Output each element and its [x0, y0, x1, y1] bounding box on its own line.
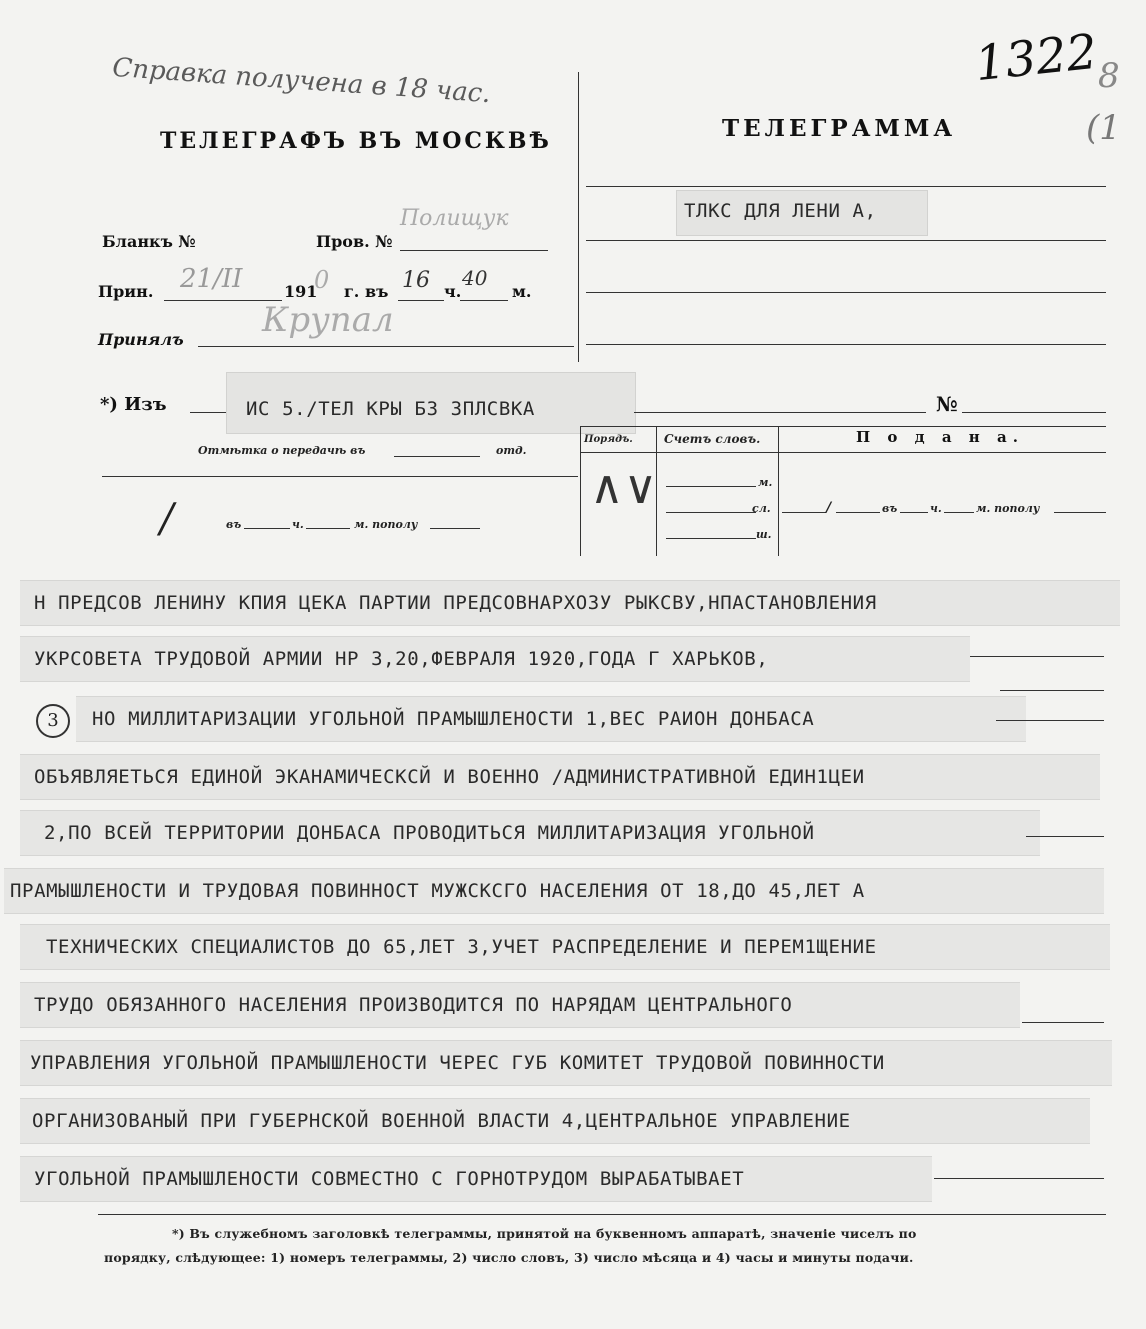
podana-line	[900, 512, 928, 513]
body-line	[20, 580, 1120, 626]
iz-label: *) Изъ	[100, 394, 167, 415]
body-line-text: ОБЪЯВЛЯЕТЬСЯ ЕДИНОЙ ЭКАНАМИЧЕСКСЙ И ВОЕННО /АДМИНИСТРАТИВНОЙ ЕДИН1ЦЕИ	[34, 766, 865, 788]
poryad-label: Порядъ.	[584, 434, 633, 445]
count-line	[666, 538, 756, 539]
side-mark: 8	[1098, 56, 1120, 96]
body-rule	[1000, 690, 1104, 691]
body-rule	[1026, 836, 1104, 837]
vo2-label: въ	[882, 502, 898, 515]
table-col-divider	[778, 426, 779, 556]
body-rule	[970, 656, 1104, 657]
prov-line	[400, 250, 548, 251]
vo-line	[244, 528, 290, 529]
m-label: м.	[512, 282, 532, 301]
podana-slash: /	[826, 500, 832, 516]
left-header-title: ТЕЛЕГРАФЪ ВЪ МОСКВѢ	[160, 128, 552, 154]
count-line	[666, 486, 756, 487]
otmetka-line	[394, 456, 480, 457]
g-label: г. въ	[344, 282, 389, 301]
m-popolu-label: м. пополу	[354, 518, 418, 531]
count-label-2: сл.	[752, 502, 771, 515]
circled-number: 3	[36, 704, 70, 738]
body-line	[20, 636, 1120, 682]
side-paren: (1	[1086, 108, 1121, 148]
min-line	[460, 300, 508, 301]
prov-label: Пров. №	[316, 232, 393, 251]
body-line-text: Н ПРЕДСОВ ЛЕНИНУ КПИЯ ЦЕКА ПАРТИИ ПРЕДСОВНАРХОЗУ РЫКСВУ,НПАСТАНОВЛЕНИЯ	[34, 592, 877, 614]
body-line-text: УКРСОВЕТА ТРУДОВОЙ АРМИИ НР 3,20,ФЕВРАЛЯ 1920,ГОДА Г ХАРЬКОВ,	[34, 648, 769, 670]
otmetka-label: Отмѣтка о передачѣ въ	[198, 444, 366, 457]
year-label: 191	[284, 282, 318, 301]
body-line-text: 2,ПО ВСЕЙ ТЕРРИТОРИИ ДОНБАСА ПРОВОДИТЬСЯ МИЛЛИТАРИЗАЦИЯ УГОЛЬНОЙ	[44, 822, 815, 844]
number-label: №	[936, 392, 958, 416]
iz-line	[190, 412, 226, 413]
prov-handwritten: Полищук	[400, 206, 509, 231]
body-line	[20, 982, 1120, 1028]
body-line-text: ТЕХНИЧЕСКИХ СПЕЦИАЛИСТОВ ДО 65,ЛЕТ 3,УЧЕТ РАСПРЕДЕЛЕНИЕ И ПЕРЕМ1ЩЕНИЕ	[46, 936, 877, 958]
count-line	[666, 512, 756, 513]
blank-label: Бланкъ №	[102, 232, 196, 251]
body-line	[20, 810, 1120, 856]
prinyal-line	[198, 346, 574, 347]
right-rule	[586, 240, 1106, 241]
min-handwritten: 40	[462, 266, 488, 290]
right-header-title: ТЕЛЕГРАММА	[722, 115, 957, 142]
handwritten-note: Справка получена в 18 час.	[111, 52, 492, 110]
footnote-line-2: порядку, слѣдующее: 1) номеръ телеграммы, 2) число словъ, 3) число мѣсяца и 4) часы и минуты подачи.	[104, 1250, 914, 1265]
body-line	[20, 696, 1120, 742]
otmetka-bottom-line	[102, 476, 578, 477]
body-rule	[996, 720, 1104, 721]
body-line	[4, 868, 1114, 914]
body-line-text: НО МИЛЛИТАРИЗАЦИИ УГОЛЬНОЙ ПРАМЫШЛЕНОСТИ 1,ВЕС РАИОН ДОНБАСА	[92, 708, 815, 730]
right-rule	[586, 292, 1106, 293]
body-line	[20, 754, 1120, 800]
podana-line	[782, 512, 826, 513]
year-suffix: 0	[314, 266, 330, 294]
address-text: ТЛКС ДЛЯ ЛЕНИ А,	[684, 200, 877, 222]
m-popolu-line	[430, 528, 480, 529]
m-popolu2-label: м. пополу	[976, 502, 1040, 515]
table-header-border	[580, 452, 1106, 453]
iz-line-right	[634, 412, 926, 413]
body-rule	[1022, 1022, 1104, 1023]
body-line-text: ОРГАНИЗОВАНЫЙ ПРИ ГУБЕРНСКОЙ ВОЕННОЙ ВЛАСТИ 4,ЦЕНТРАЛЬНОЕ УПРАВЛЕНИЕ	[32, 1110, 851, 1132]
count-label-1: м.	[758, 476, 773, 489]
accepted-by-handwritten: Крупал	[262, 300, 394, 340]
count-label-3: ш.	[756, 528, 772, 541]
hour-line	[398, 300, 444, 301]
right-rule	[586, 344, 1106, 345]
table-scribble: ∧∨	[590, 460, 658, 514]
body-line	[20, 1098, 1120, 1144]
footnote-line-1: *) Въ служебномъ заголовкѣ телеграммы, принятой на буквенномъ аппаратѣ, значеніе чиселъ по	[172, 1226, 917, 1241]
table-top-border	[580, 426, 1106, 427]
ch3-label: ч.	[930, 502, 942, 515]
body-line-text: УГОЛЬНОЙ ПРАМЫШЛЕНОСТИ СОВМЕСТНО С ГОРНОТРУДОМ ВЫРАБАТЫВАЕТ	[34, 1168, 745, 1190]
podana-line	[944, 512, 974, 513]
table-left-border	[580, 426, 581, 556]
schet-label: Счетъ словъ.	[664, 432, 761, 446]
ch2-label: ч.	[292, 518, 304, 531]
body-line-text: ПРАМЫШЛЕНОСТИ И ТРУДОВАЯ ПОВИННОСТ МУЖСКСГО НАСЕЛЕНИЯ ОТ 18,ДО 45,ЛЕТ А	[10, 880, 865, 902]
vo-label: въ	[226, 518, 242, 531]
prinyal-label: Принялъ	[98, 330, 184, 349]
ch2-line	[306, 528, 350, 529]
right-rule	[586, 186, 1106, 187]
origin-text: ИС 5./ТЕЛ КРЫ БЗ ЗПЛСВКА	[246, 398, 535, 420]
form-divider	[578, 72, 579, 362]
otd-label: отд.	[496, 444, 527, 457]
slash-mark: /	[160, 496, 174, 542]
archive-number: 1322	[972, 23, 1100, 93]
body-line	[20, 1156, 1120, 1202]
podana-label: П о д а н а.	[856, 428, 1024, 446]
number-line	[962, 412, 1106, 413]
hour-handwritten: 16	[402, 268, 430, 293]
body-line	[20, 1040, 1120, 1086]
podana-line	[836, 512, 880, 513]
body-line-text: УПРАВЛЕНИЯ УГОЛЬНОЙ ПРАМЫШЛЕНОСТИ ЧЕРЕС ГУБ КОМИТЕТ ТРУДОВОЙ ПОВИННОСТИ	[30, 1052, 885, 1074]
ch-label: ч.	[444, 282, 462, 301]
prin-label: Прин.	[98, 282, 154, 301]
body-line-text: ТРУДО ОБЯЗАННОГО НАСЕЛЕНИЯ ПРОИЗВОДИТСЯ ПО НАРЯДАМ ЦЕНТРАЛЬНОГО	[34, 994, 793, 1016]
body-rule	[934, 1178, 1104, 1179]
footer-rule	[98, 1214, 1106, 1215]
body-line	[20, 924, 1120, 970]
date-handwritten: 21/II	[180, 264, 243, 294]
podana-line	[1054, 512, 1106, 513]
